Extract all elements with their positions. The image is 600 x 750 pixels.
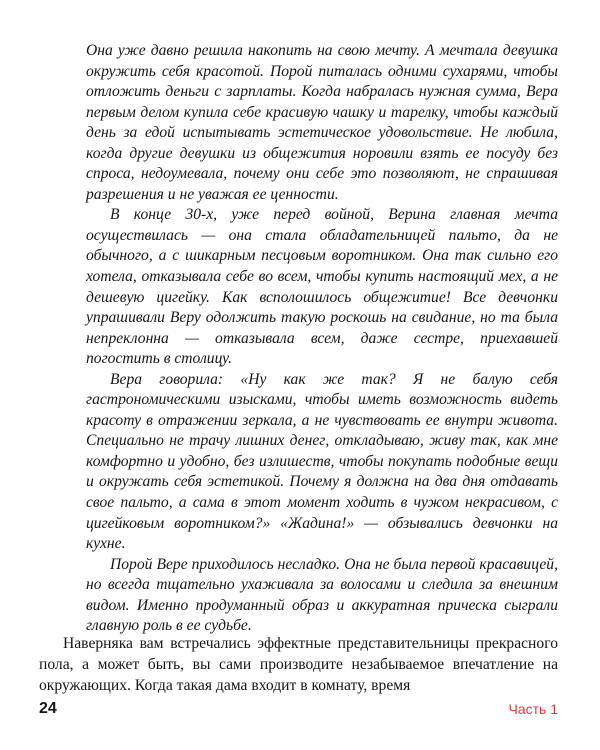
main-paragraph: Наверняка вам встречались эффектные представительницы прекрасного пола, а может быть, вы сами производите незабываемое впечатление на окружающих. Когда такая дама входит в комнату, время — [39, 635, 558, 694]
page-footer — [39, 700, 558, 724]
story-paragraph-4: Порой Вере приходилось несладко. Она не была первой красавицей, но всегда тщательно ухаживала за волосами и следила за внешним видом. Именно продуманный образ и аккуратная прическа сыграли главную роль в ее судьбе. — [86, 555, 558, 635]
story-paragraph-3: Вера говорила: «Ну как же так? Я не балую себя гастрономическими изысками, чтобы иметь возможность видеть красоту в отражении зеркала, а не чувствовать ее внутри живота. Специально не трачу лишних денег, откладываю, живу так, как мне комфортно и удобно, без излишеств, чтобы покупать подобные вещи и окружать себя эстетикой. Почему я должна на два дня отдавать свое пальто, а сама в этот момент ходить в чужом некрасивом, с цигейковым воротником?» «Жадина!» — обзывались девчонки на кухне. — [86, 370, 558, 553]
story-paragraph-1: Она уже давно решила накопить на свою мечту. А мечтала девушка окружить себя красотой. Порой питалась одними сухарями, чтобы отложить деньги с зарплаты. Когда набралась нужная сумма, Вера первым делом купила себе красивую чашку и тарелку, чтобы каждый день за едой испытывать эстетическое удовольствие. Не любила, когда другие девушки из общежития норовили взять ее посуду без спроса, недоумевала, почему они себе это позволяют, не спрашивая разрешения и не уважая ее ценности. — [86, 42, 558, 203]
page-number: 24 — [39, 700, 57, 717]
part-label: Часть 1 — [508, 701, 558, 717]
main-text-block — [39, 633, 558, 696]
story-paragraph-2: В конце 30-х, уже перед войной, Верина главная мечта осуществилась — она стала обладательницей пальто, да не обычного, а с шикарным песцовым воротником. Она так сильно его хотела, отказывала себе во всем, чтобы купить настоящий мех, а не дешевую цигейку. Как всполошилось общежитие! Все девчонки упрашивали Веру одолжить такую роскошь на свидание, но та была непреклонна — отказывала всем, даже сестре, приехавшей погостить в столицу. — [86, 206, 558, 368]
italic-story-block — [86, 41, 558, 637]
